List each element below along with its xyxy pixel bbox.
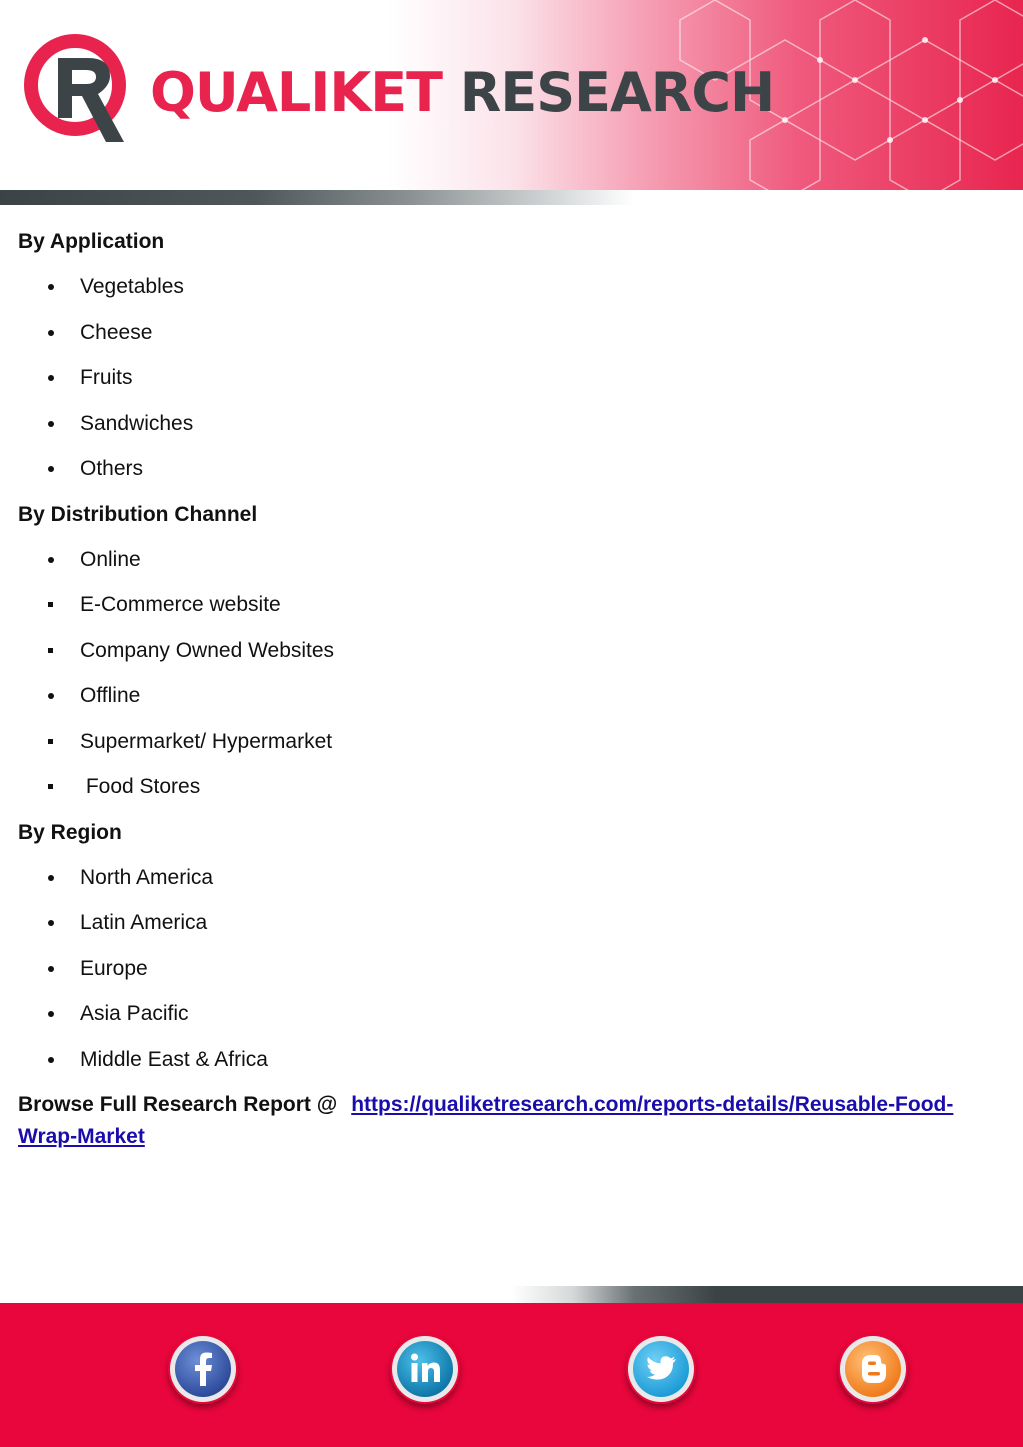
browse-label: Browse Full Research Report @	[18, 1093, 338, 1116]
qualiket-logo-icon	[20, 30, 135, 150]
footer-divider-bar	[0, 1286, 1023, 1303]
bullet-dot	[48, 920, 54, 926]
list-item: E-Commerce website	[18, 589, 998, 635]
page-header	[0, 0, 1023, 190]
report-link[interactable]: https://qualiketresearch.com/reports-details/Reusable-Food-Wrap-Market	[18, 1093, 954, 1148]
list-item: Online	[18, 544, 998, 590]
bullet-dot	[48, 330, 54, 336]
bullet-dot	[48, 693, 54, 699]
linkedin-icon[interactable]	[390, 1334, 460, 1404]
list-item: Company Owned Websites	[18, 635, 998, 681]
list-item: Latin America	[18, 907, 998, 953]
bullet-dot	[48, 466, 54, 472]
section-heading: By Application	[18, 230, 165, 253]
bullet-dot	[48, 1011, 54, 1017]
bullet-dot	[48, 1057, 54, 1063]
bullet-square	[48, 648, 53, 653]
bullet-dot	[48, 421, 54, 427]
list-item: Europe	[18, 953, 998, 999]
facebook-icon[interactable]	[168, 1334, 238, 1404]
list-item: Fruits	[18, 362, 998, 408]
browse-report-line	[18, 1089, 998, 1153]
section-by-region	[18, 817, 998, 1090]
bullet-dot	[48, 284, 54, 290]
section-by-application	[18, 226, 998, 499]
list-item: North America	[18, 862, 998, 908]
list-item: Asia Pacific	[18, 998, 998, 1044]
section-by-distribution-channel	[18, 499, 998, 817]
list-item: Vegetables	[18, 271, 998, 317]
bullet-dot	[48, 966, 54, 972]
bullet-dot	[48, 557, 54, 563]
list-item: Supermarket/ Hypermarket	[18, 726, 998, 772]
document-body	[18, 226, 998, 1153]
list-item: Middle East & Africa	[18, 1044, 998, 1090]
bullet-square	[48, 739, 53, 744]
list-item: Food Stores	[18, 771, 998, 817]
bullet-dot	[48, 375, 54, 381]
bullet-square	[48, 602, 53, 607]
blogger-icon[interactable]	[838, 1334, 908, 1404]
list-item: Offline	[18, 680, 998, 726]
section-heading: By Distribution Channel	[18, 502, 258, 526]
bullet-square	[48, 784, 53, 789]
list-item: Cheese	[18, 317, 998, 363]
header-divider-bar	[0, 190, 1023, 205]
bullet-dot	[48, 875, 54, 881]
brand-word-research: RESEARCH	[459, 61, 775, 124]
brand-wordmark	[150, 58, 774, 128]
list-item: Sandwiches	[18, 408, 998, 454]
section-heading: By Region	[18, 820, 122, 844]
list-item: Others	[18, 453, 998, 499]
twitter-icon[interactable]	[626, 1334, 696, 1404]
brand-word-qualiket: QUALIKET	[150, 61, 442, 124]
